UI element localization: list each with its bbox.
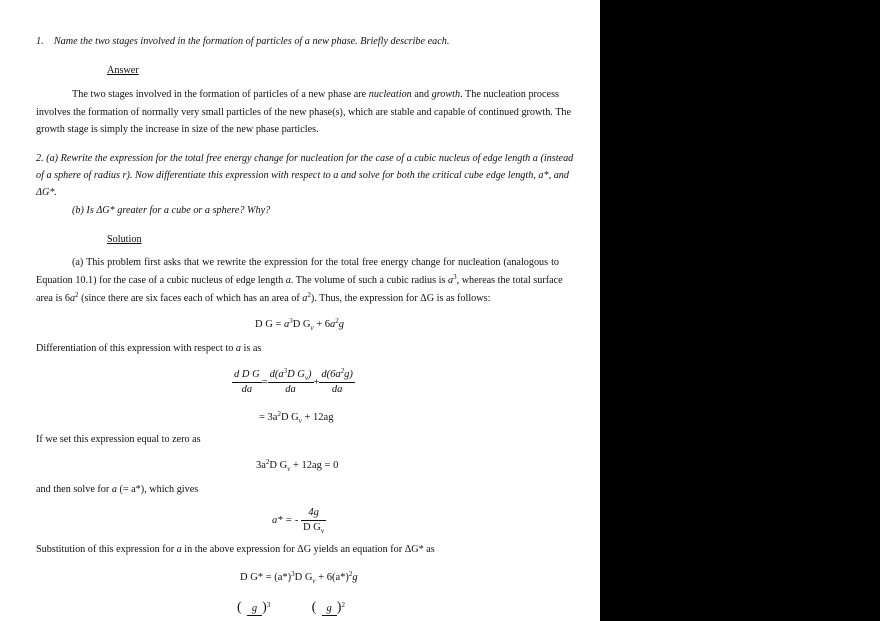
eq-sub: v — [298, 417, 302, 425]
solution-text: (since there are six faces each of which has an area of — [78, 293, 303, 304]
frac-den — [301, 521, 326, 535]
eq-exp: 3 — [291, 570, 295, 578]
equation-substituted-partial — [237, 602, 345, 616]
eq-exp: 2 — [265, 458, 270, 466]
black-side-panel — [600, 0, 880, 621]
solution-line-2 — [36, 273, 563, 287]
fraction-critical-a — [301, 506, 326, 535]
question-2-line-2: of a sphere of radius r). Now differentiate this expression with respect to a and solve for both the critical cube edge length, a*, and — [36, 170, 569, 181]
eq-text: + 6 — [313, 319, 331, 330]
frac-num: d D G — [232, 368, 262, 383]
solution-text: in the above expression for ΔG yields an equation for ΔG* as — [181, 544, 435, 555]
frac-num — [268, 368, 314, 383]
question-2-part-b: (b) Is ΔG* greater for a cube or a sphere? Why? — [72, 205, 271, 216]
eq-sub: v — [304, 374, 308, 382]
answer-line-3: growth stage is simply the increase in size of the new phase particles. — [36, 124, 319, 135]
question-2-line-3: ΔG*. — [36, 187, 57, 198]
frac-den: da — [331, 384, 343, 395]
set-zero-text: If we set this expression equal to zero as — [36, 434, 201, 445]
equation-delta-g-star — [240, 572, 358, 584]
eq-text: 3a — [256, 460, 266, 471]
eq-text: + 12ag — [301, 412, 334, 423]
solution-text: (= a*), which gives — [116, 484, 199, 495]
solution-text: ). Thus, the expression for ΔG is as follows: — [310, 293, 491, 304]
eq-var: g — [247, 603, 262, 616]
solution-text: Equation 10.1) for the case of a cubic nucleus of edge length — [36, 275, 286, 286]
answer-text: The two stages involved in the formation of particles of a new phase are — [72, 89, 369, 100]
exponent: 2 — [307, 291, 311, 299]
frac-den: da — [241, 384, 253, 395]
solution-heading: Solution — [107, 234, 142, 245]
eq-text: D G — [302, 522, 321, 533]
eq-var: g — [352, 572, 358, 583]
solution-text: Differentiation of this expression with respect to — [36, 343, 236, 354]
eq-var: a — [283, 319, 290, 330]
eq-sub: v — [287, 465, 291, 473]
equation-derivative: $\frac{\text{d D G}}{da}$ = $\frac{d(a^3D G_v)}{da}$ + $\frac{d(6a^2g)}{da}$ — [234, 367, 353, 395]
frac-den: da — [285, 384, 296, 395]
eq-exp: 2 — [341, 601, 345, 609]
solution-text: , whereas the total surface — [456, 275, 563, 286]
frac-num: 4g — [301, 506, 326, 521]
fraction-term-1 — [268, 368, 314, 397]
eq-exp: 3 — [266, 601, 271, 609]
answer-heading: Answer — [107, 65, 139, 76]
solution-text: area is 6 — [36, 293, 70, 304]
eq-text: + 6(a*) — [315, 572, 349, 583]
eq-sub: v — [310, 324, 314, 332]
var-a: a — [235, 343, 241, 354]
question-1 — [36, 36, 449, 48]
solution-line-1: (a) This problem first asks that we rewrite the expression for the total free energy change for nucleation (analogous to — [72, 257, 559, 268]
eq-exp: 3 — [289, 317, 293, 325]
eq-text: D G — [294, 572, 313, 583]
answer-line-1 — [36, 89, 559, 101]
var-a: a — [448, 275, 454, 286]
solution-text: is as — [240, 343, 262, 354]
paren-close: ) — [336, 600, 342, 615]
question-1-text: Name the two stages involved in the formation of particles of a new phase. Briefly describe each. — [53, 36, 450, 47]
eq-text: a* = - — [272, 514, 301, 526]
eq-exp: 2 — [348, 570, 353, 578]
exponent: 3 — [453, 273, 457, 281]
question-2-line-1: 2. (a) Rewrite the expression for the total free energy change for nucleation for the case of a cubic nucleus of edge length a (instead — [36, 153, 574, 164]
eq-text: + 12ag = 0 — [290, 460, 339, 471]
eq-text: ) — [308, 369, 312, 380]
eq-exp: 3 — [283, 367, 288, 375]
eq-text: D G — [280, 412, 299, 423]
answer-text: . The nucleation process — [460, 89, 559, 100]
equation-derivative-result — [259, 412, 333, 424]
eq-text: g) — [344, 369, 353, 380]
fraction-dg-da — [232, 368, 262, 397]
var-a: a — [285, 275, 291, 286]
eq-exp: 2 — [335, 317, 339, 325]
equation-delta-g — [255, 319, 344, 331]
solve-text — [36, 484, 198, 496]
eq-var: a — [278, 369, 284, 380]
eq-sub: v — [320, 527, 325, 535]
term-nucleation: nucleation — [368, 89, 412, 100]
solution-line-3 — [36, 293, 490, 305]
term-growth: growth — [431, 89, 461, 100]
paren-open: ( — [311, 600, 317, 615]
solution-text: Substitution of this expression for — [36, 544, 177, 555]
eq-var: g — [322, 603, 337, 616]
eq-exp: 2 — [340, 367, 345, 375]
eq-var: g — [338, 319, 345, 330]
eq-text: D G — [292, 319, 311, 330]
eq-exp: 2 — [277, 410, 281, 418]
answer-line-2: involves the formation of normally very small particles of the new phase(s), which are stable and capable of continued growth. The — [36, 107, 572, 118]
var-a: a — [69, 293, 76, 304]
exponent: 2 — [75, 291, 79, 299]
equation-critical-a — [272, 506, 326, 535]
answer-text: and — [411, 89, 432, 100]
eq-text: = 3a — [259, 412, 278, 423]
eq-text: D G = — [255, 319, 284, 330]
var-a: a — [176, 544, 182, 555]
solution-text: . The volume of such a cubic radius is — [290, 275, 449, 286]
equation-set-zero — [256, 460, 338, 472]
eq-text: d( — [269, 369, 279, 380]
eq-text: D G — [269, 460, 288, 471]
eq-text: D G* = (a*) — [240, 572, 292, 583]
var-a: a — [111, 484, 117, 495]
question-1-number: 1. — [36, 36, 44, 47]
substitution-text — [36, 544, 435, 556]
paren-close: ) — [262, 600, 267, 615]
eq-sub: v — [312, 577, 316, 585]
var-a: a — [302, 293, 308, 304]
differentiation-text — [36, 343, 261, 355]
paren-open: ( — [237, 600, 242, 615]
eq-text: d(6a — [321, 369, 341, 380]
fraction-term-2 — [319, 368, 355, 397]
eq-var: a — [330, 319, 336, 330]
solution-text: and then solve for — [36, 484, 112, 495]
eq-text: D G — [287, 369, 305, 380]
frac-num — [319, 368, 355, 383]
